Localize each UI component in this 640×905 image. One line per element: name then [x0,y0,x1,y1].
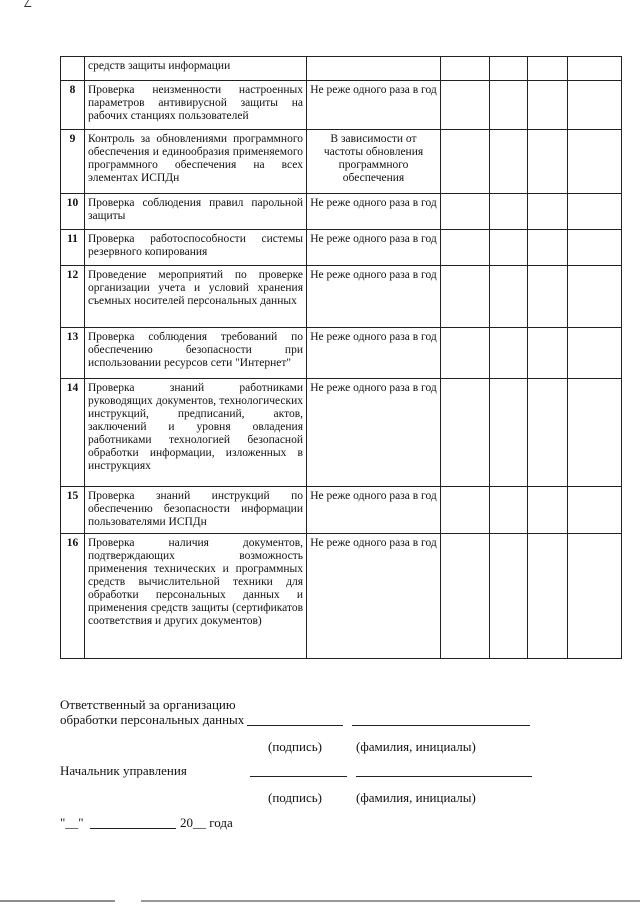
head-name-caption: (фамилия, инициалы) [356,790,476,805]
row-empty-cell [568,194,622,230]
row-empty-cell [528,130,568,194]
row-empty-cell [490,328,528,379]
row-empty-cell [490,379,528,487]
row-number: 11 [61,230,85,266]
row-description: Проверка знаний работниками руководящих документов, технологических инструкций, предписаний, актов, заключений и уровня овладения работниками технологией безопасной обработки информации, изложенных в инструкциях [85,379,307,487]
row-frequency: Не реже одного раза в год [307,534,441,659]
table-row [61,130,622,194]
table-row [61,487,622,534]
row-description: средств защиты информации [85,57,307,81]
row-empty-cell [441,379,490,487]
row-number: 10 [61,194,85,230]
row-empty-cell [528,379,568,487]
row-number: 9 [61,130,85,194]
head-label: Начальник управления [60,763,187,778]
table-row [61,328,622,379]
row-frequency: Не реже одного раза в год [307,266,441,328]
table-row [61,379,622,487]
row-description: Проверка неизменности настроенных параметров антивирусной защиты на рабочих станциях пользователей [85,81,307,130]
row-empty-cell [441,487,490,534]
row-empty-cell [568,81,622,130]
row-empty-cell [528,81,568,130]
table-row [61,57,622,81]
row-frequency: Не реже одного раза в год [307,194,441,230]
row-number: 14 [61,379,85,487]
row-description: Проверка работоспособности системы резервного копирования [85,230,307,266]
date-quotes: "__" [60,815,84,830]
row-description: Проверка наличия документов, подтверждающих возможность применения технических и программных средств вычислительной техники для обработки персональных данных и применения средств защиты (сертификатов соответствия и других документов) [85,534,307,659]
row-empty-cell [441,328,490,379]
row-empty-cell [490,534,528,659]
row-empty-cell [490,266,528,328]
row-empty-cell [441,534,490,659]
row-description: Проверка соблюдения требований по обеспечению безопасности при использовании ресурсов сети "Интернет" [85,328,307,379]
row-empty-cell [441,81,490,130]
row-empty-cell [441,230,490,266]
row-empty-cell [528,266,568,328]
row-empty-cell [490,130,528,194]
row-empty-cell [528,487,568,534]
row-frequency: Не реже одного раза в год [307,487,441,534]
row-number: 12 [61,266,85,328]
head-signature-line [250,776,347,777]
row-empty-cell [568,57,622,81]
row-empty-cell [490,57,528,81]
head-signature-caption: (подпись) [268,790,322,805]
row-description: Контроль за обновлениями программного обеспечения и единообразия применяемого программного обеспечения на всех элементах ИСПДн [85,130,307,194]
row-description: Проведение мероприятий по проверке организации учета и условий хранения съемных носителей персональных данных [85,266,307,328]
row-description: Проверка соблюдения правил парольной защиты [85,194,307,230]
row-number [61,57,85,81]
row-number: 16 [61,534,85,659]
row-empty-cell [528,57,568,81]
table-row [61,534,622,659]
row-empty-cell [528,534,568,659]
row-empty-cell [528,230,568,266]
table-row [61,194,622,230]
row-empty-cell [490,194,528,230]
row-empty-cell [528,328,568,379]
responsible-name-caption: (фамилия, инициалы) [356,739,476,754]
row-frequency: В зависимости от частоты обновления программного обеспечения [307,130,441,194]
responsible-label-line1: Ответственный за организацию [60,697,236,712]
inspection-plan-table [60,56,622,659]
table-row [61,230,622,266]
row-empty-cell [568,328,622,379]
date-year-suffix: 20__ года [180,815,233,830]
responsible-signature-line [247,725,343,726]
row-frequency [307,57,441,81]
row-frequency: Не реже одного раза в год [307,328,441,379]
responsible-name-line [352,725,530,726]
row-number: 8 [61,81,85,130]
row-empty-cell [568,230,622,266]
row-description: Проверка знаний инструкций по обеспечению безопасности информации пользователями ИСПДн [85,487,307,534]
row-empty-cell [568,379,622,487]
scan-bottom-edge [0,900,640,902]
row-empty-cell [568,130,622,194]
table-row [61,81,622,130]
row-empty-cell [441,194,490,230]
table-row [61,266,622,328]
head-name-line [356,776,532,777]
row-empty-cell [490,81,528,130]
responsible-signature-caption: (подпись) [268,739,322,754]
scan-corner-mark [24,0,35,7]
row-empty-cell [490,230,528,266]
row-frequency: Не реже одного раза в год [307,230,441,266]
row-empty-cell [568,266,622,328]
date-month-line [90,828,176,829]
row-empty-cell [568,487,622,534]
row-empty-cell [441,266,490,328]
row-empty-cell [441,130,490,194]
row-number: 15 [61,487,85,534]
row-empty-cell [441,57,490,81]
row-empty-cell [528,194,568,230]
responsible-label-line2: обработки персональных данных [60,712,245,727]
row-empty-cell [490,487,528,534]
row-number: 13 [61,328,85,379]
row-frequency: Не реже одного раза в год [307,379,441,487]
row-frequency: Не реже одного раза в год [307,81,441,130]
row-empty-cell [568,534,622,659]
